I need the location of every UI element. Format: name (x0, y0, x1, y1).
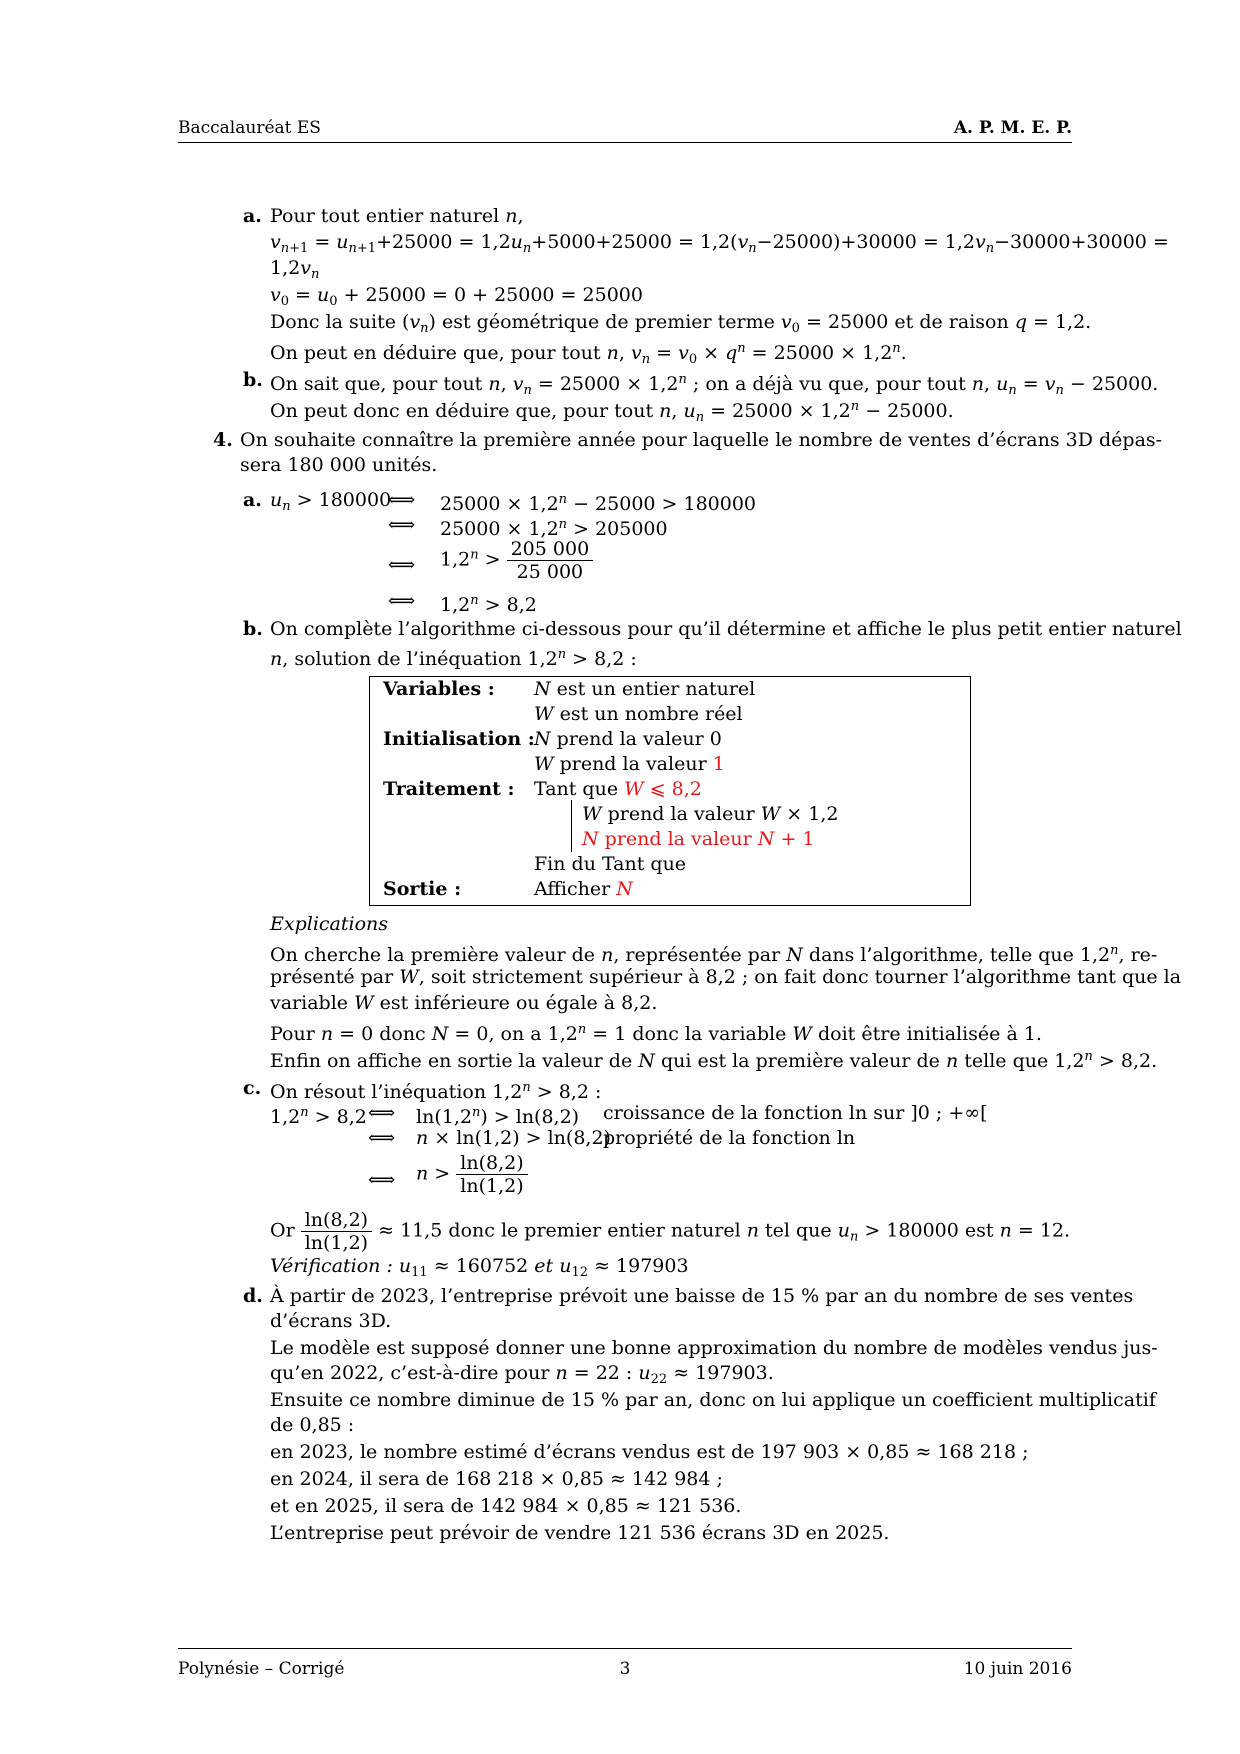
part-a-computation: $v_{n+1} = u_{n+1}+25000 = 1,2u_n+5000+25000 = 1,2(v_n-25000)+30000 = 1,2v_n-30000+30000$ = (270, 231, 1169, 256)
algo-trait-label: Traitement : (383, 778, 515, 800)
header-right: A. P. M. E. P. (953, 118, 1072, 138)
part-b-label: b. (243, 369, 263, 391)
page-number: 3 (619, 1659, 631, 1679)
question-4-line1: On souhaite connaître la première année pour laquelle le nombre de ventes d’écrans 3D dépas- (240, 429, 1163, 451)
algo-fin: Fin du Tant que (534, 853, 687, 875)
q4c-conclusion: Or $\frac{\ln(8,2)}{\ln(1,2)}$ ≈ 11,5 donc le premier entier naturel n tel que $u_n > 180000$ est n = 12. (270, 1209, 1071, 1254)
part-a-v0: $v_0 = u_0 + 25000 = 0 + 25000 = 25000$ (270, 284, 643, 309)
equiv-symbol: ⟺ (388, 514, 416, 536)
q4d-line10: L’entreprise peut prévoir de vendre 121 536 écrans 3D en 2025. (270, 1522, 890, 1544)
q4b-label: b. (243, 618, 263, 640)
algo-body1: W prend la valeur W × 1,2 (582, 803, 839, 825)
algo-init2: W prend la valeur 1 (534, 753, 725, 775)
footer-right: 10 juin 2016 (963, 1659, 1072, 1679)
q4d-line8: en 2024, il sera de 168 218 × 0,85 ≈ 142 984 ; (270, 1468, 723, 1490)
q4d-line3: Le modèle est supposé donner une bonne approximation du nombre de modèles vendus jus- (270, 1337, 1158, 1359)
equiv-symbol: ⟺ (368, 1127, 396, 1149)
q4d-line5: Ensuite ce nombre diminue de 15 % par an, donc on lui applique un coefficient multiplicatif (270, 1389, 1156, 1411)
question-4-label: 4. (213, 429, 233, 451)
q4d-line4: qu’en 2022, c’est-à-dire pour n = 22 : $u_{22} \approx 197903$. (270, 1362, 774, 1387)
algo-afficher: Afficher N (534, 878, 633, 900)
equiv-symbol: ⟺ (368, 1102, 396, 1124)
q4a-row2: $25000 \times 1,2^n > 205000$ (440, 517, 668, 540)
q4c-row2: n × ln(1,2) > ln(8,2) (416, 1127, 611, 1149)
algo-loop-bar (571, 800, 572, 852)
q4d-line9: et en 2025, il sera de 142 984 × 0,85 ≈ 121 536. (270, 1495, 742, 1517)
page-footer (178, 1648, 1072, 1679)
header-left: Baccalauréat ES (178, 118, 321, 138)
q4b-line1: On complète l’algorithme ci-dessous pour qu’il détermine et affiche le plus petit entier naturel (270, 618, 1182, 640)
q4d-line7: en 2023, le nombre estimé d’écrans vendus est de 197 903 × 0,85 ≈ 168 218 ; (270, 1441, 1029, 1463)
algo-tant-que: Tant que W ⩽ 8,2 (534, 778, 702, 800)
algo-init1: N prend la valeur 0 (534, 728, 722, 750)
explications-line1: On cherche la première valeur de n, représentée par N dans l’algorithme, telle que 1,2$^n$, re- (270, 943, 1158, 966)
q4c-row1-justification: croissance de la fonction ln sur ]0 ; +∞[ (603, 1102, 988, 1124)
q4d-label: d. (243, 1285, 263, 1307)
q4d-line2: d’écrans 3D. (270, 1310, 392, 1332)
algo-variables-label: Variables : (383, 678, 495, 700)
q4c-row2-justification: propriété de la fonction ln (603, 1127, 856, 1149)
q4c-intro: On résout l’inéquation 1,2$^n$ > 8,2 : (270, 1080, 602, 1103)
q4d-line6: de 0,85 : (270, 1414, 355, 1436)
equiv-symbol: ⟺ (368, 1169, 396, 1191)
question-4-line2: sera 180 000 unités. (240, 454, 438, 476)
algo-var2: W est un nombre réel (534, 703, 743, 725)
algo-init-label: Initialisation : (383, 728, 535, 750)
algo-sortie-label: Sortie : (383, 878, 462, 900)
q4c-row3: n > $\frac{\ln(8,2)}{\ln(1,2)}$ (416, 1152, 528, 1197)
part-a-intro: Pour tout entier naturel n, (270, 205, 524, 227)
q4a-row1-rhs: $25000 \times 1,2^n - 25000 > 180000$ (440, 492, 757, 515)
q4a-row1: $u_n > 180000$ (270, 489, 392, 514)
q4a-row3: $1,2^n$ > $\frac{205 000}{25 000}$ (440, 538, 593, 583)
part-a-geometric: Donc la suite $(v_n)$ est géométrique de premier terme $v_0 = 25000$ et de raison q = 1,2. (270, 311, 1092, 336)
q4c-label: c. (243, 1077, 262, 1099)
q4d-line1: À partir de 2023, l’entreprise prévoit une baisse de 15 % par an du nombre de ses ventes (270, 1285, 1134, 1307)
algo-body2: N prend la valeur N + 1 (582, 828, 815, 850)
explications-line2: présenté par W, soit strictement supérieur à 8,2 ; on fait donc tourner l’algorithme tant que la (270, 966, 1182, 988)
equiv-symbol: ⟺ (388, 590, 416, 612)
q4c-row1-lhs: 1,2$^n$ > 8,2 (270, 1105, 367, 1128)
q4c-row1: $\ln(1,2^n) > \ln(8,2)$ (416, 1105, 580, 1128)
page-header (178, 118, 1072, 143)
q4a-label: a. (243, 489, 262, 511)
equiv-symbol: ⟺ (388, 489, 416, 511)
q4a-row4: 1,2$^n$ > 8,2 (440, 593, 537, 616)
equiv-symbol: ⟺ (388, 554, 416, 576)
explications-line4: Pour n = 0 donc N = 0, on a 1,2$^n$ = 1 donc la variable W doit être initialisée à 1. (270, 1022, 1042, 1045)
footer-left: Polynésie – Corrigé (178, 1659, 345, 1679)
part-b-line1: On sait que, pour tout n, $v_n = 25000 \times 1,2^n$ ; on a déjà vu que, pour tout n, $u_n = v_n - 25000$. (270, 372, 1159, 398)
part-b-line2: On peut donc en déduire que, pour tout n, $u_n = 25000 \times 1,2^n - 25000$. (270, 399, 954, 425)
part-a-deduce: On peut en déduire que, pour tout n, $v_n = v_0 \times q^n = 25000 \times 1,2^n$. (270, 341, 907, 367)
explications-title: Explications (270, 913, 389, 935)
q4b-line2: n, solution de l’inéquation 1,2$^n$ > 8,2 : (270, 647, 637, 670)
q4c-verification: Vérification : $u_{11} \approx 160752$ et $u_{12} \approx 197903$ (270, 1255, 689, 1280)
explications-line3: variable W est inférieure ou égale à 8,2. (270, 992, 658, 1014)
algo-var1: N est un entier naturel (534, 678, 756, 700)
explications-line5: Enfin on affiche en sortie la valeur de N qui est la première valeur de n telle que 1,2$^n$ > 8,2. (270, 1049, 1158, 1072)
part-a-label: a. (243, 205, 262, 227)
part-a-computation-end: $1,2v_n$ (270, 257, 320, 282)
